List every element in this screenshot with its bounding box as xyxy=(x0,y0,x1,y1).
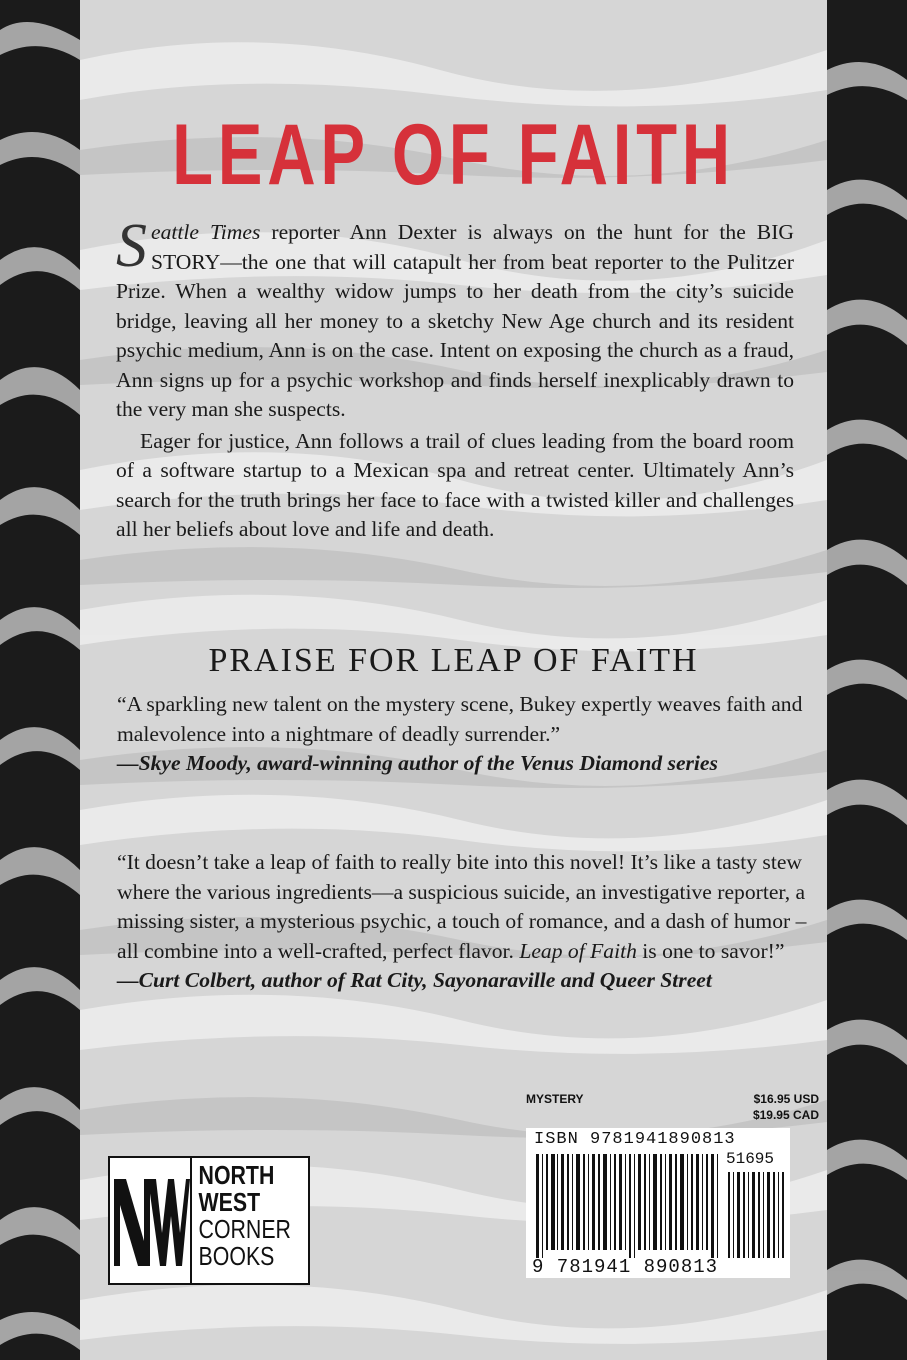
publisher-line-3: CORNER xyxy=(198,1214,291,1244)
synopsis xyxy=(116,212,794,545)
review-quote-1-text: “A sparkling new talent on the mystery scene, Bukey expertly weaves faith and malevolence into a nightmare of deadly surrender.” xyxy=(117,692,803,746)
publisher-line-2: WEST xyxy=(198,1187,261,1217)
isbn-barcode xyxy=(526,1128,790,1278)
water-texture-right xyxy=(827,0,907,1360)
review-quote-2-part-2: is one to savor!” xyxy=(636,938,785,963)
genre-label: MYSTERY xyxy=(526,1092,584,1106)
review-quote-2-book-title: Leap of Faith xyxy=(519,938,637,963)
synopsis-paragraph-2: Eager for justice, Ann follows a trail of clues leading from the board room of a software startup to a Mexican spa and retreat center. Ultimately Ann’s search for the truth brings her face to face with a twisted killer and challenges all her beliefs about love and life and death. xyxy=(116,428,794,541)
publisher-logo xyxy=(108,1156,310,1285)
praise-heading: PRAISE FOR LEAP OF FAITH xyxy=(208,642,699,679)
synopsis-paragraph-1 xyxy=(116,212,794,425)
nw-monogram-icon xyxy=(110,1158,192,1283)
drop-cap: S xyxy=(116,212,147,280)
ean-digits: 9 781941 890813 xyxy=(532,1256,719,1278)
review-attribution-2: —Curt Colbert, author of Rat City, Sayonaraville and Queer Street xyxy=(117,968,712,992)
publication-name: eattle Times xyxy=(151,220,261,244)
isbn-label: ISBN 9781941890813 xyxy=(534,1130,736,1149)
price-usd: $16.95 USD xyxy=(753,1092,819,1106)
back-cover-panel xyxy=(80,0,827,1360)
review-quote-2-part-1: “It doesn’t take a leap of faith to really bite into this novel! It’s like a tasty stew where the various ingredients—a suspicious suicide, an investigative reporter, a missing sister, a mysterious psychic, a touch of romance, and a dash of humor – all combine into a well-crafted, perfect flavor. xyxy=(117,850,807,963)
synopsis-paragraph-1-text: reporter Ann Dexter is always on the hunt for the BIG STORY—the one that will catapult her from beat reporter to the Pulitzer Prize. When a wealthy widow jumps to her death from the city’s suicide bridge, leaving all her money to a sketchy New Age church and its resident psychic medium, Ann is on the case. Intent on exposing the church as a fraud, Ann signs up for a psychic workshop and finds herself inexplicably drawn to the very man she suspects. xyxy=(116,220,794,421)
publisher-line-1: NORTH xyxy=(198,1160,275,1190)
water-texture-left xyxy=(0,0,80,1360)
publisher-name xyxy=(192,1158,291,1283)
price-code: 51695 xyxy=(726,1150,775,1168)
price-cad: $19.95 CAD xyxy=(752,1108,819,1122)
book-title: LEAP OF FAITH xyxy=(172,107,735,203)
review-quote-1 xyxy=(117,690,822,779)
review-quote-2-text xyxy=(117,848,822,966)
review-quote-2 xyxy=(117,848,822,996)
publisher-line-4: BOOKS xyxy=(198,1241,275,1271)
review-attribution-1: —Skye Moody, award-winning author of the Venus Diamond series xyxy=(117,751,718,775)
